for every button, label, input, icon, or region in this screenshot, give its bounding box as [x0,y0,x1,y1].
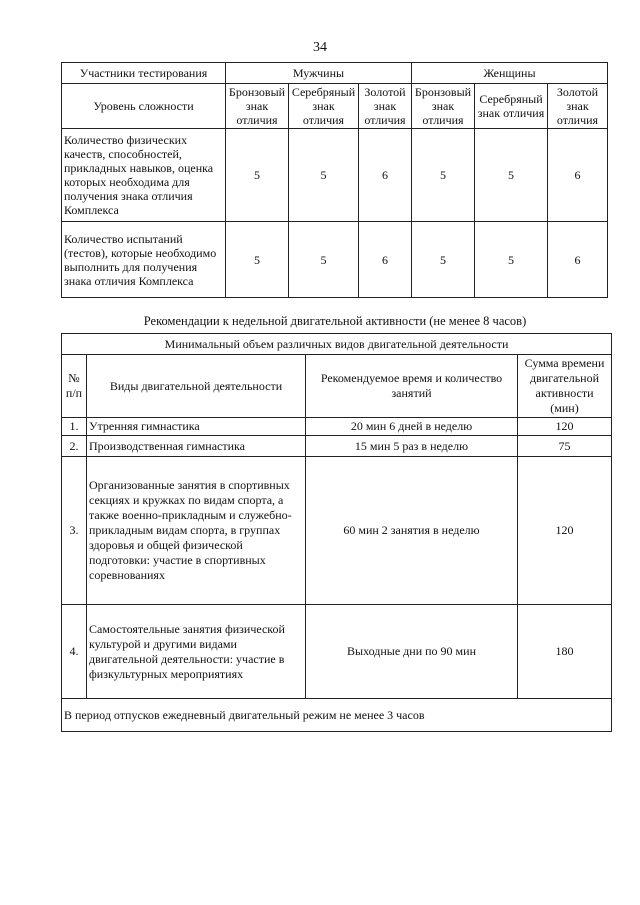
cell-value: 6 [548,129,608,222]
cell-value: 6 [548,222,608,298]
cell-value: 5 [475,222,548,298]
row-num: 2. [62,436,87,457]
cell-value: 5 [289,129,359,222]
row-time: 15 мин 5 раз в неделю [306,436,518,457]
difficulty-header: Уровень сложности [62,84,226,129]
row-sum: 120 [518,418,612,436]
level-header: Серебряный знак отличия [475,84,548,129]
level-header: Золотой знак отличия [359,84,412,129]
row-time: 20 мин 6 дней в неделю [306,418,518,436]
cell-value: 6 [359,129,412,222]
level-header: Золотой знак отличия [548,84,608,129]
col-time-header: Рекомендуемое время и количество занятий [306,355,518,418]
cell-value: 5 [226,222,289,298]
row-label: Количество физических качеств, способностей, прикладных навыков, оценка которых необходима для получения знака отличия Комплекса [62,129,226,222]
row-kind: Утренняя гимнастика [87,418,306,436]
row-time: Выходные дни по 90 мин [306,605,518,699]
table-row [62,222,608,298]
men-header: Мужчины [226,63,412,84]
row-kind: Самостоятельные занятия физической культурой и другими видами двигательной деятельности: участие в физкультурных мероприятиях [87,605,306,699]
cell-value: 5 [475,129,548,222]
level-header: Бронзовый знак отличия [226,84,289,129]
activity-span-header: Минимальный объем различных видов двигательной деятельности [62,334,612,355]
col-num-header: № п/п [62,355,87,418]
row-sum: 180 [518,605,612,699]
row-time: 60 мин 2 занятия в неделю [306,457,518,605]
table-row [62,129,608,222]
participants-header: Участники тестирования [62,63,226,84]
row-num: 1. [62,418,87,436]
activity-title: Рекомендации к недельной двигательной активности (не менее 8 часов) [143,314,527,328]
row-kind: Организованные занятия в спортивных секциях и кружках по видам спорта, а также военно-прикладным и служебно-прикладным видам спорта, в группах здоровья и общей физической подготовки: участие в спортивных соревнованиях [87,457,306,605]
row-sum: 120 [518,457,612,605]
row-sum: 75 [518,436,612,457]
footer-note: В период отпусков ежедневный двигательный режим не менее 3 часов [62,699,612,732]
cell-value: 5 [412,129,475,222]
row-num: 3. [62,457,87,605]
cell-value: 5 [289,222,359,298]
norms-table [61,62,608,298]
cell-value: 6 [359,222,412,298]
col-kind-header: Виды двигательной деятельности [87,355,306,418]
table-row [62,605,612,699]
women-header: Женщины [412,63,608,84]
cell-value: 5 [412,222,475,298]
row-kind: Производственная гимнастика [87,436,306,457]
table-row [62,436,612,457]
row-label: Количество испытаний (тестов), которые необходимо выполнить для получения знака отличия Комплекса [62,222,226,298]
page-number: 34 [313,40,327,55]
col-sum-header: Сумма времени двигательной активности (мин) [518,355,612,418]
activity-table [61,333,612,732]
table-row [62,457,612,605]
level-header: Бронзовый знак отличия [412,84,475,129]
level-header: Серебряный знак отличия [289,84,359,129]
cell-value: 5 [226,129,289,222]
table-row [62,418,612,436]
row-num: 4. [62,605,87,699]
